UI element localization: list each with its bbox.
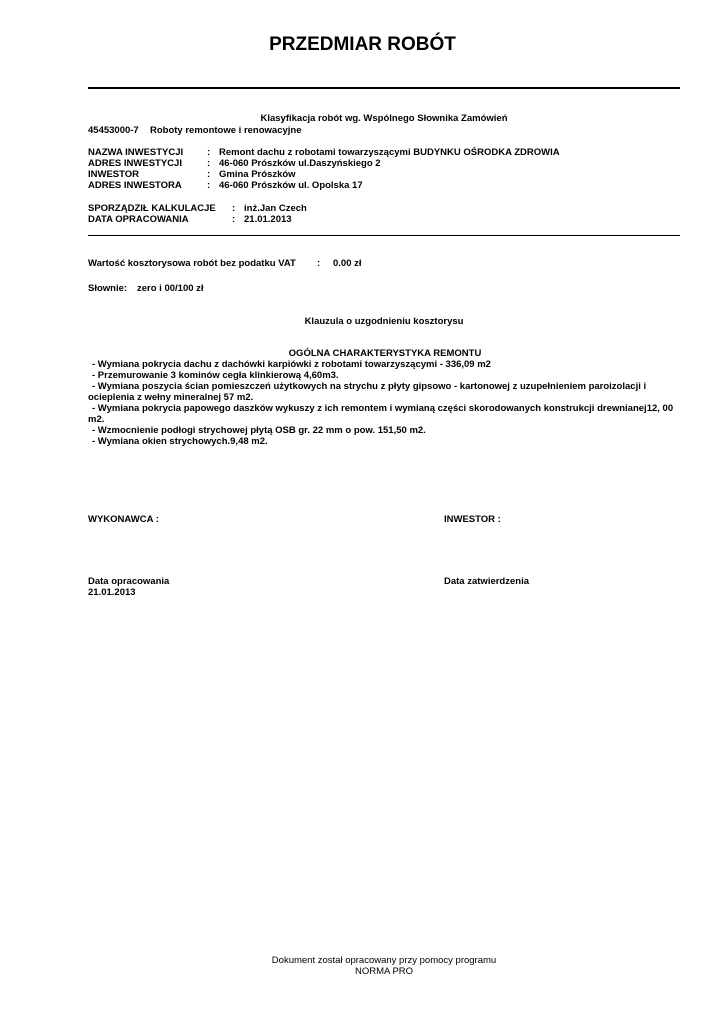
words-line: [88, 283, 204, 294]
colon: :: [207, 147, 211, 158]
investment-block: [88, 147, 560, 191]
description-item: - Wymiana pokrycia dachu z dachówki karpiówki z robotami towarzyszącymi - 336,09 m2: [92, 359, 491, 370]
prepared-value: 21.01.2013: [244, 214, 292, 225]
colon: :: [232, 214, 236, 225]
investment-value: Gmina Prószków: [219, 169, 296, 180]
colon: :: [207, 158, 211, 169]
value-line: [88, 258, 362, 269]
investment-value: 46-060 Prószków ul. Opolska 17: [219, 180, 363, 191]
top-divider: [88, 87, 680, 89]
classification-line: [88, 125, 302, 136]
section-divider: [88, 235, 680, 236]
description-item: - Wymiana poszycia ścian pomieszczeń użytkowych na strychu z płyty gipsowo - kartonowej z uzupełnieniem paroizolacji i ocieplenia z wełny mineralnej 57 m2.: [88, 381, 647, 403]
colon: :: [207, 180, 211, 191]
investment-row: [88, 158, 560, 169]
colon: :: [317, 258, 321, 269]
investment-value: Remont dachu z robotami towarzyszącymi BUDYNKU OŚRODKA ZDROWIA: [219, 147, 560, 158]
value-amount: 0.00 zł: [333, 258, 362, 269]
words-label: Słownie:: [88, 283, 128, 294]
description-heading: OGÓLNA CHARAKTERYSTYKA REMONTU: [288, 348, 482, 359]
prepared-block: [88, 203, 307, 225]
clause-heading: Klauzula o uzgodnieniu kosztorysu: [304, 316, 464, 327]
investment-label: INWESTOR: [88, 169, 140, 180]
investment-label: ADRES INWESTORA: [88, 180, 182, 191]
prepared-row: [88, 203, 307, 214]
investment-label: ADRES INWESTYCJI: [88, 158, 182, 169]
page-title: PRZEDMIAR ROBÓT: [269, 34, 456, 55]
description-block: [88, 348, 682, 447]
prep-date-value: 21.01.2013: [88, 587, 136, 598]
colon: :: [232, 203, 236, 214]
words-value: zero i 00/100 zł: [137, 283, 204, 294]
description-item: - Przemurowanie 3 kominów cegła klinkierową 4,60m3.: [92, 370, 339, 381]
description-item: - Wzmocnienie podłogi strychowej płytą OSB gr. 22 mm o pow. 151,50 m2.: [92, 425, 426, 436]
prepared-row: [88, 214, 307, 225]
colon: :: [207, 169, 211, 180]
footer: [0, 955, 725, 977]
contractor-label: WYKONAWCA :: [88, 514, 159, 525]
prepared-label: SPORZĄDZIŁ KALKULACJE: [88, 203, 216, 214]
investment-label: NAZWA INWESTYCJI: [88, 147, 184, 158]
investment-row: [88, 147, 560, 158]
description-item: - Wymiana pokrycia papowego daszków wykuszy z ich remontem i wymianą części skorodowanych konstrukcji drewnianej12, 00 m2.: [88, 403, 674, 425]
investment-value: 46-060 Prószków ul.Daszyńskiego 2: [219, 158, 381, 169]
prepared-value: inż.Jan Czech: [244, 203, 307, 214]
value-label: Wartość kosztorysowa robót bez podatku VAT: [88, 258, 296, 269]
footer-line: Dokument został opracowany przy pomocy programu: [271, 955, 497, 966]
prep-date-block: [88, 576, 169, 598]
prep-date-label: Data opracowania: [88, 576, 170, 587]
classification-code: 45453000-7: [88, 125, 139, 136]
classification-name: Roboty remontowe i renowacyjne: [150, 125, 302, 136]
classification-heading: Klasyfikacja robót wg. Wspólnego Słownika Zamówień: [260, 113, 508, 124]
investment-row: [88, 180, 560, 191]
description-item: - Wymiana okien strychowych.9,48 m2.: [92, 436, 268, 447]
approve-date-label: Data zatwierdzenia: [444, 576, 529, 587]
prepared-label: DATA OPRACOWANIA: [88, 214, 189, 225]
footer-program: NORMA PRO: [354, 966, 414, 977]
investor-label: INWESTOR :: [444, 514, 501, 525]
investment-row: [88, 169, 560, 180]
